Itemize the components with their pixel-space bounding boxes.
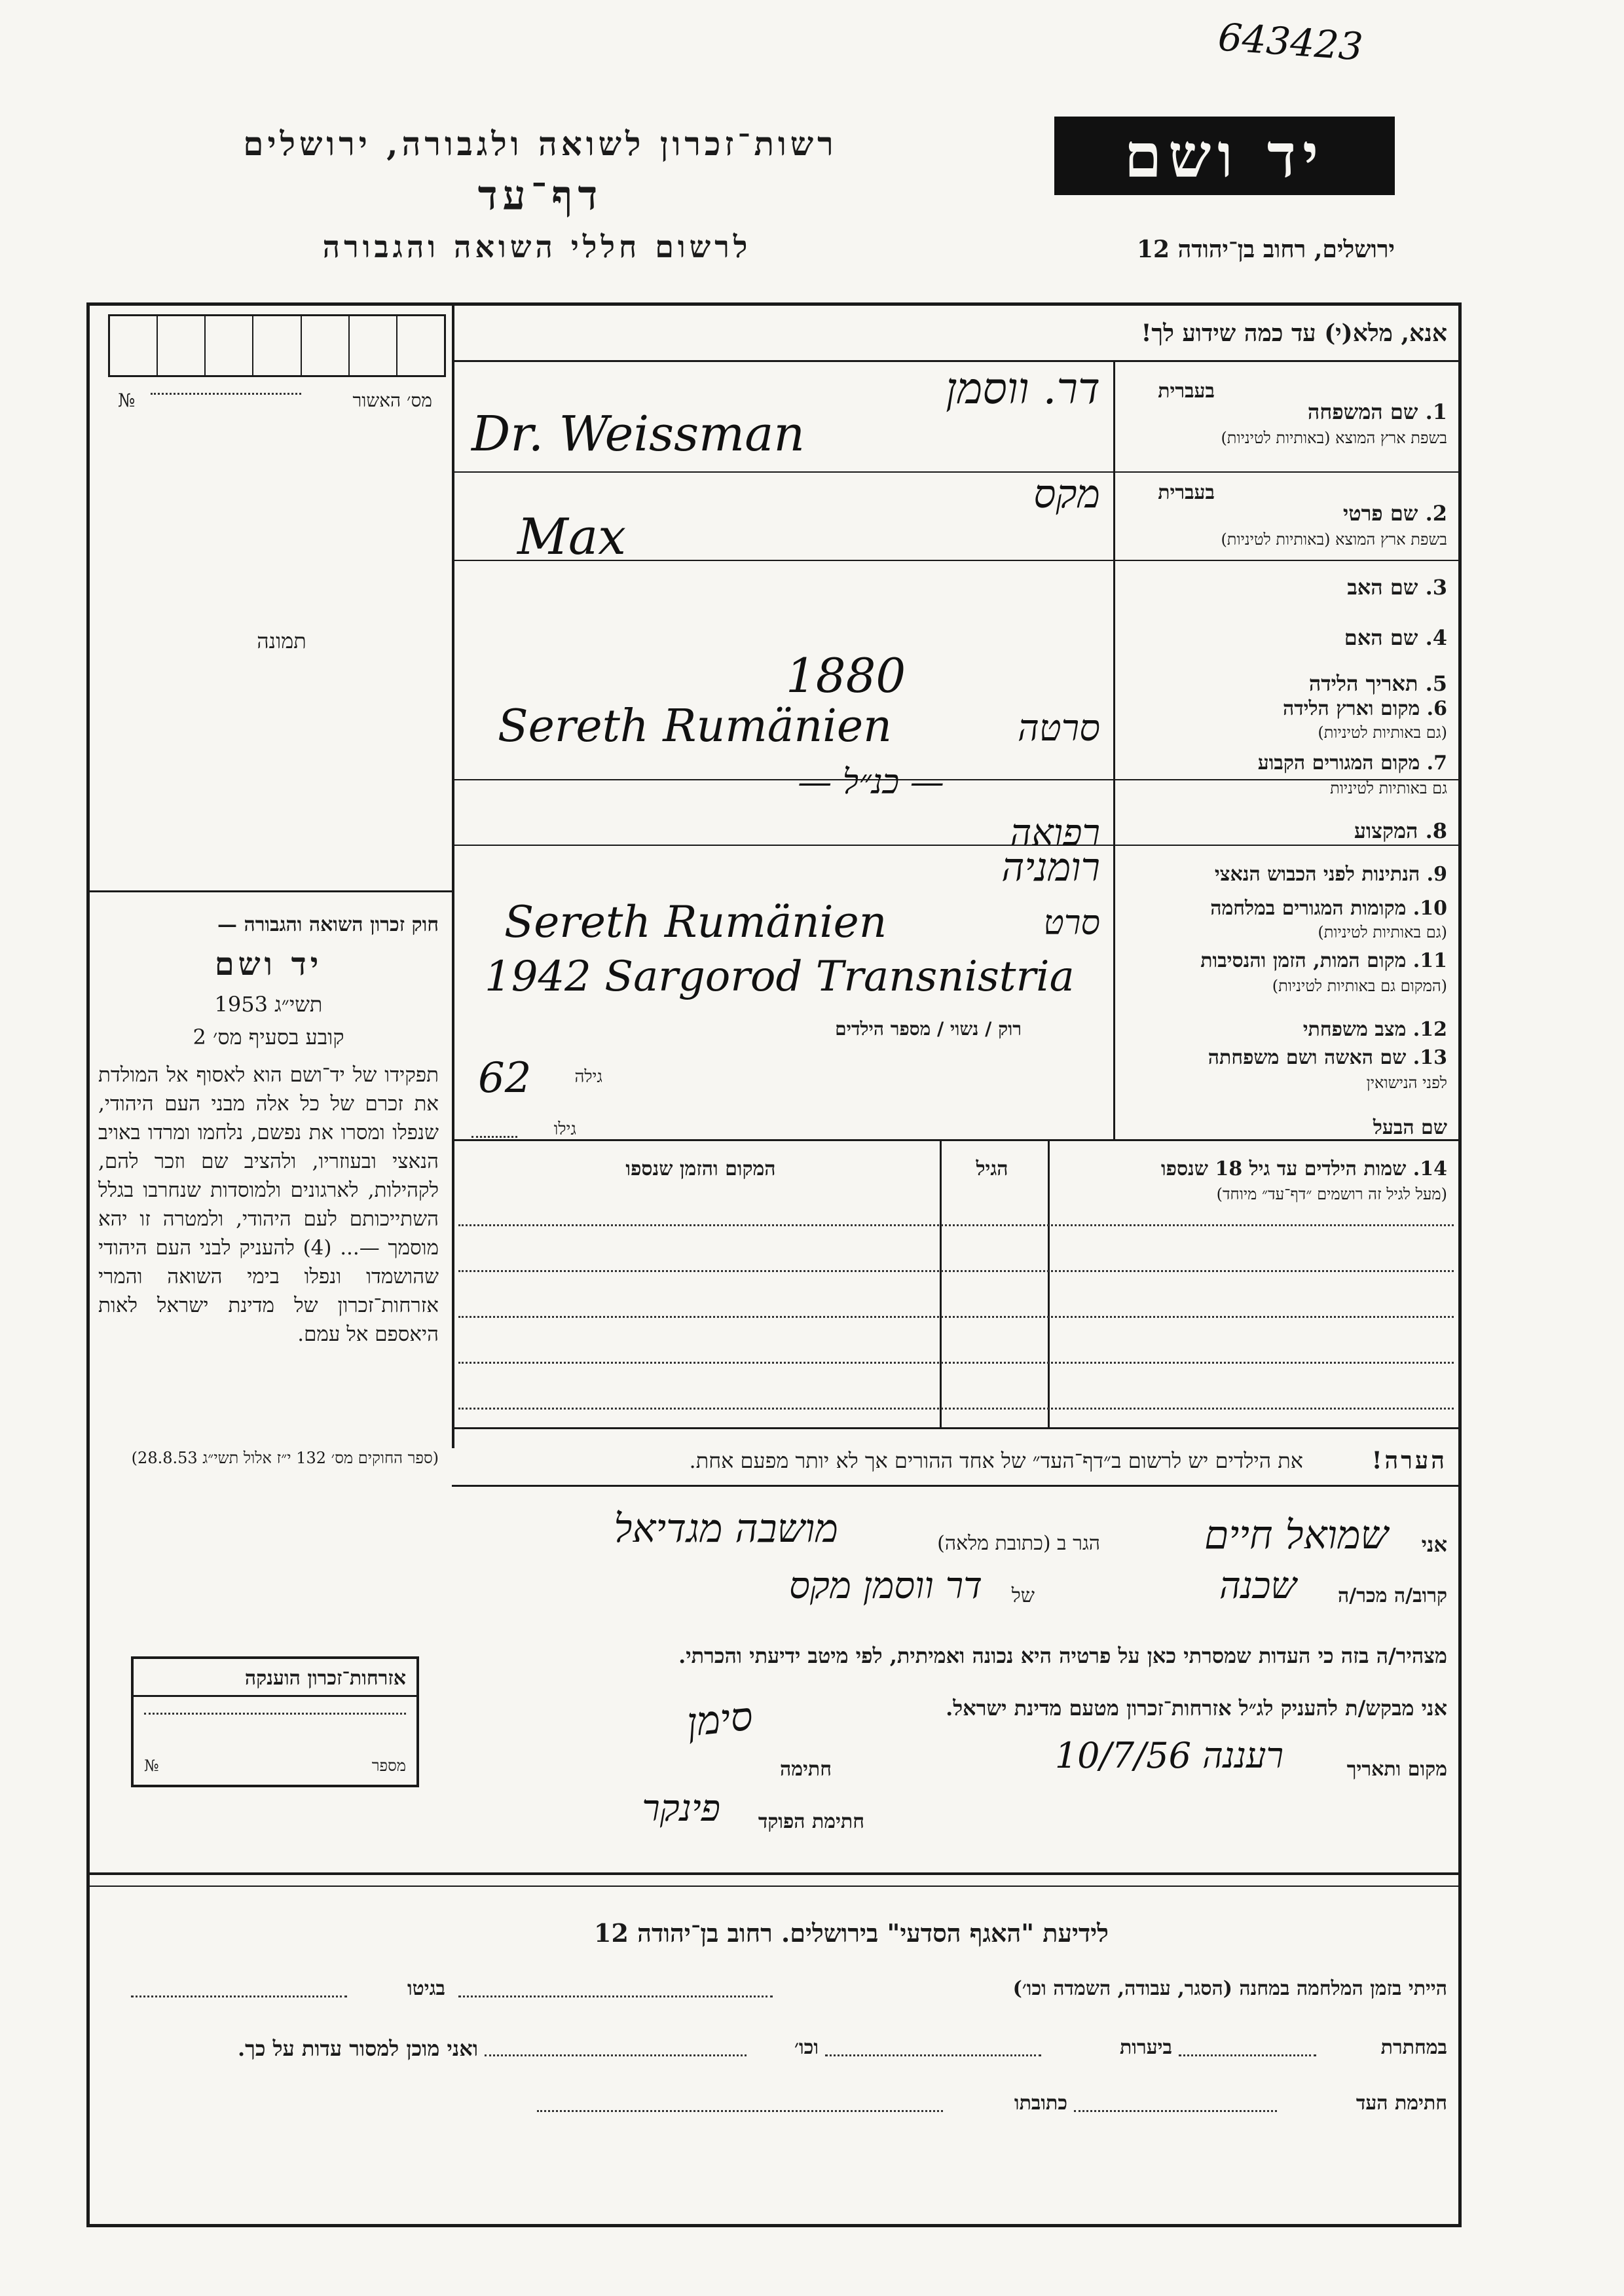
field-6-sub: (גם באותיות לטיניות)	[1318, 723, 1447, 742]
citizenship-value: רומניה	[1001, 845, 1100, 890]
relation-value: שכנה	[1219, 1565, 1297, 1607]
archive-number: 643423	[1216, 14, 1365, 69]
field-6-label: 6. מקום וארץ הלידה	[1282, 697, 1447, 720]
instruction-text: אנא, מלא(י) עד כמה שידוע לך!	[1141, 319, 1447, 347]
citizenship-no-mark: №	[144, 1757, 159, 1775]
note-text: את הילדים יש לרשום ב״דף־העד״ של אחד ההורים אך לא יותר מפעם אחת.	[689, 1448, 1303, 1473]
decl-relative: קרוב/ה מכר/ה	[1338, 1584, 1447, 1607]
address: ירושלים, רחוב בן־יהודה 12	[1136, 236, 1395, 263]
col-place-header: המקום והזמן שנספו	[625, 1157, 776, 1180]
age-value: 62	[478, 1054, 532, 1102]
profession-value: רפואה	[1010, 812, 1100, 854]
law-section: קובע בסעיף מס׳ 2	[193, 1025, 344, 1049]
surname-latin-value: Dr. Weissman	[471, 406, 805, 462]
citizenship-box	[131, 1656, 419, 1787]
bottom-title: לידיעת "האגף הסדעי" בירושלים. רחוב בן־יהודה 12	[594, 1918, 1109, 1948]
field-13-label: 13. שם האשה ושם משפחתה	[1208, 1046, 1447, 1069]
photo-label: תמונה	[257, 629, 306, 653]
field-7-sub: גם באותיות לטיניות	[1330, 779, 1447, 797]
wartime-hebrew-value: סרט	[1043, 903, 1100, 943]
death-value: 1942 Sargorod Transnistria	[485, 953, 1075, 1001]
field-13-sub: לפני הנישואין	[1366, 1074, 1447, 1092]
witness-name-value: שמואל חיים	[1204, 1512, 1388, 1558]
bottom-line1-b: בגיטו	[407, 1977, 445, 2000]
citizenship-number-label: מספר	[371, 1757, 406, 1775]
husband-label: שם הבעל	[1373, 1116, 1447, 1139]
field-10-sub: (גם באותיות לטיניות)	[1318, 923, 1447, 941]
given-latin-value: Max	[517, 507, 626, 566]
surname-hebrew-value: דר. ווסמן	[946, 363, 1100, 414]
field-5-label: 5. תאריך הלידה	[1308, 671, 1447, 696]
approval-no-label: מס׳ האשור	[352, 390, 432, 411]
relative-of-value: דר ווסמן מקס	[788, 1565, 982, 1607]
bottom-line2-d: ואני מוכן למסור עדות על כך.	[237, 2036, 478, 2061]
signature-label: חתימה	[780, 1758, 832, 1781]
field-2-sub: בשפת ארץ המוצא (באותיות לטיניות)	[1221, 530, 1447, 549]
birth-year-value: 1880	[786, 648, 906, 703]
form-subtitle: לרשום חללי השואה והגבורה	[322, 229, 752, 264]
birthplace-latin-value: Sereth Rumänien	[498, 701, 892, 752]
field-2-label: 2. שם פרטי	[1342, 501, 1447, 526]
officer-label: חתימת הפוקד	[758, 1810, 864, 1833]
law-title: חוק זכרון השואה והגבורה —	[217, 913, 439, 936]
place-date-value: רעננה 10/7/56	[1054, 1735, 1283, 1776]
witness-address-value: מושבה מגדיאל	[614, 1506, 838, 1552]
field-11-sub: (המקום גם באותיות לטיניות)	[1272, 977, 1447, 995]
lang-hebrew-2: בעברית	[1158, 481, 1215, 504]
field-14-sub: (מעל לגיל זה רושמים ״דף־עד״ מיוחד)	[1216, 1185, 1447, 1203]
col-age-header: הגיל	[976, 1157, 1008, 1180]
bottom-line2-a: במחתרת	[1380, 2036, 1447, 2059]
wartime-latin-value: Sereth Rumänien	[504, 897, 887, 947]
decl-of: של	[1011, 1584, 1035, 1607]
law-year: תשי״ג 1953	[214, 992, 323, 1017]
birthplace-hebrew-value: סרטה	[1018, 707, 1100, 750]
bottom-line3-b: כתובתו	[1014, 2092, 1067, 2115]
law-reference: (ספר החוקים מס׳ 132 י״ז אלול תשי״ג 28.8.53)	[131, 1449, 439, 1467]
decl-request: אני מבקש/ת להעניק לג״ל אזרחות־זכרון מטעם מדינת ישראל.	[946, 1696, 1447, 1721]
bottom-line1-a: הייתי בזמן המלחמה במחנה (הסגר, עבודה, השמדה וכו׳)	[1012, 1977, 1447, 2000]
marital-options: רוק / נשוי / מספר הילדים	[835, 1018, 1022, 1040]
field-8-label: 8. המקצוע	[1354, 818, 1447, 843]
approval-boxes	[108, 314, 446, 377]
lang-hebrew-1: בעברית	[1158, 380, 1215, 403]
bottom-line2-b: ביערות	[1119, 2036, 1172, 2059]
field-1-sub: בשפת ארץ המוצא (באותיות לטיניות)	[1221, 429, 1447, 447]
bottom-line2-c: וכו׳	[794, 2036, 819, 2059]
citizenship-title: אזרחות־זכרון הוענקה	[134, 1659, 416, 1697]
field-1-label: 1. שם המשפחה	[1307, 399, 1447, 424]
field-9-label: 9. הנתינות לפני הכבוש הנאצי	[1214, 863, 1447, 886]
wife-age-label: גילה	[574, 1067, 602, 1087]
officer-signature-value: פינקר	[642, 1787, 720, 1830]
note-label: הערה!	[1371, 1447, 1447, 1474]
husband-age-label: גילו	[553, 1120, 576, 1139]
form-title: דף־עד	[477, 172, 603, 219]
law-name: יד ושם	[214, 946, 323, 983]
yad-vashem-logo: יד ושם	[1054, 117, 1395, 195]
field-3-label: 3. שם האב	[1347, 575, 1447, 600]
signature-value: סימן	[684, 1693, 755, 1746]
authority-name: רשות־זכרון לשואה ולגבורה, ירושלים	[243, 124, 838, 163]
place-date-label: מקום ותאריך	[1346, 1758, 1447, 1781]
bottom-line3-a: חתימת העד	[1356, 2092, 1447, 2115]
residence-value: — כנ״ל —	[798, 763, 944, 802]
decl-statement: מצהיר/ה בזה כי העדות שמסרתי כאן על פרטיה היא נכונה ואמיתית, לפי מיטב ידיעתי והכרתי.	[678, 1643, 1447, 1668]
field-12-label: 12. מצב משפחתי	[1302, 1018, 1447, 1041]
field-4-label: 4. שם האם	[1344, 625, 1447, 650]
decl-resident: הגר ב (כתובת מלאה)	[937, 1532, 1100, 1555]
field-7-label: 7. מקום המגורים הקבוע	[1257, 752, 1447, 774]
field-11-label: 11. מקום המות, הזמן והנסיבות	[1200, 949, 1447, 972]
field-14-label: 14. שמות הילדים עד גיל 18 שנספו	[1160, 1157, 1447, 1180]
law-text: תפקידו של יד־ושם הוא לאסוף אל המולדת את זכרם של כל אלה מבני העם היהודי, שנפלו ומסרו את נפשם, נלחמו ומרדו באויב הנאצי ובעוזריו, ולהציב שם וזכר להם, לקהילות, לארגונים ולמוסדות שנחרבו בגלל השתייכותם לעם היהודי, ולמטרה זו יהא מוסמך —... (4) להעניק לבני העם היהודי שהושמדו ונפלו בימי השואה והמרי אזרחות־זכרון של מדינת ישראל לאות היאספם אל עמם.	[98, 1063, 439, 1346]
given-hebrew-value: מקס	[1033, 471, 1100, 517]
field-10-label: 10. מקומות המגורים במלחמה	[1210, 897, 1447, 920]
decl-ani: אני	[1421, 1532, 1447, 1557]
no-mark: №	[118, 390, 136, 411]
